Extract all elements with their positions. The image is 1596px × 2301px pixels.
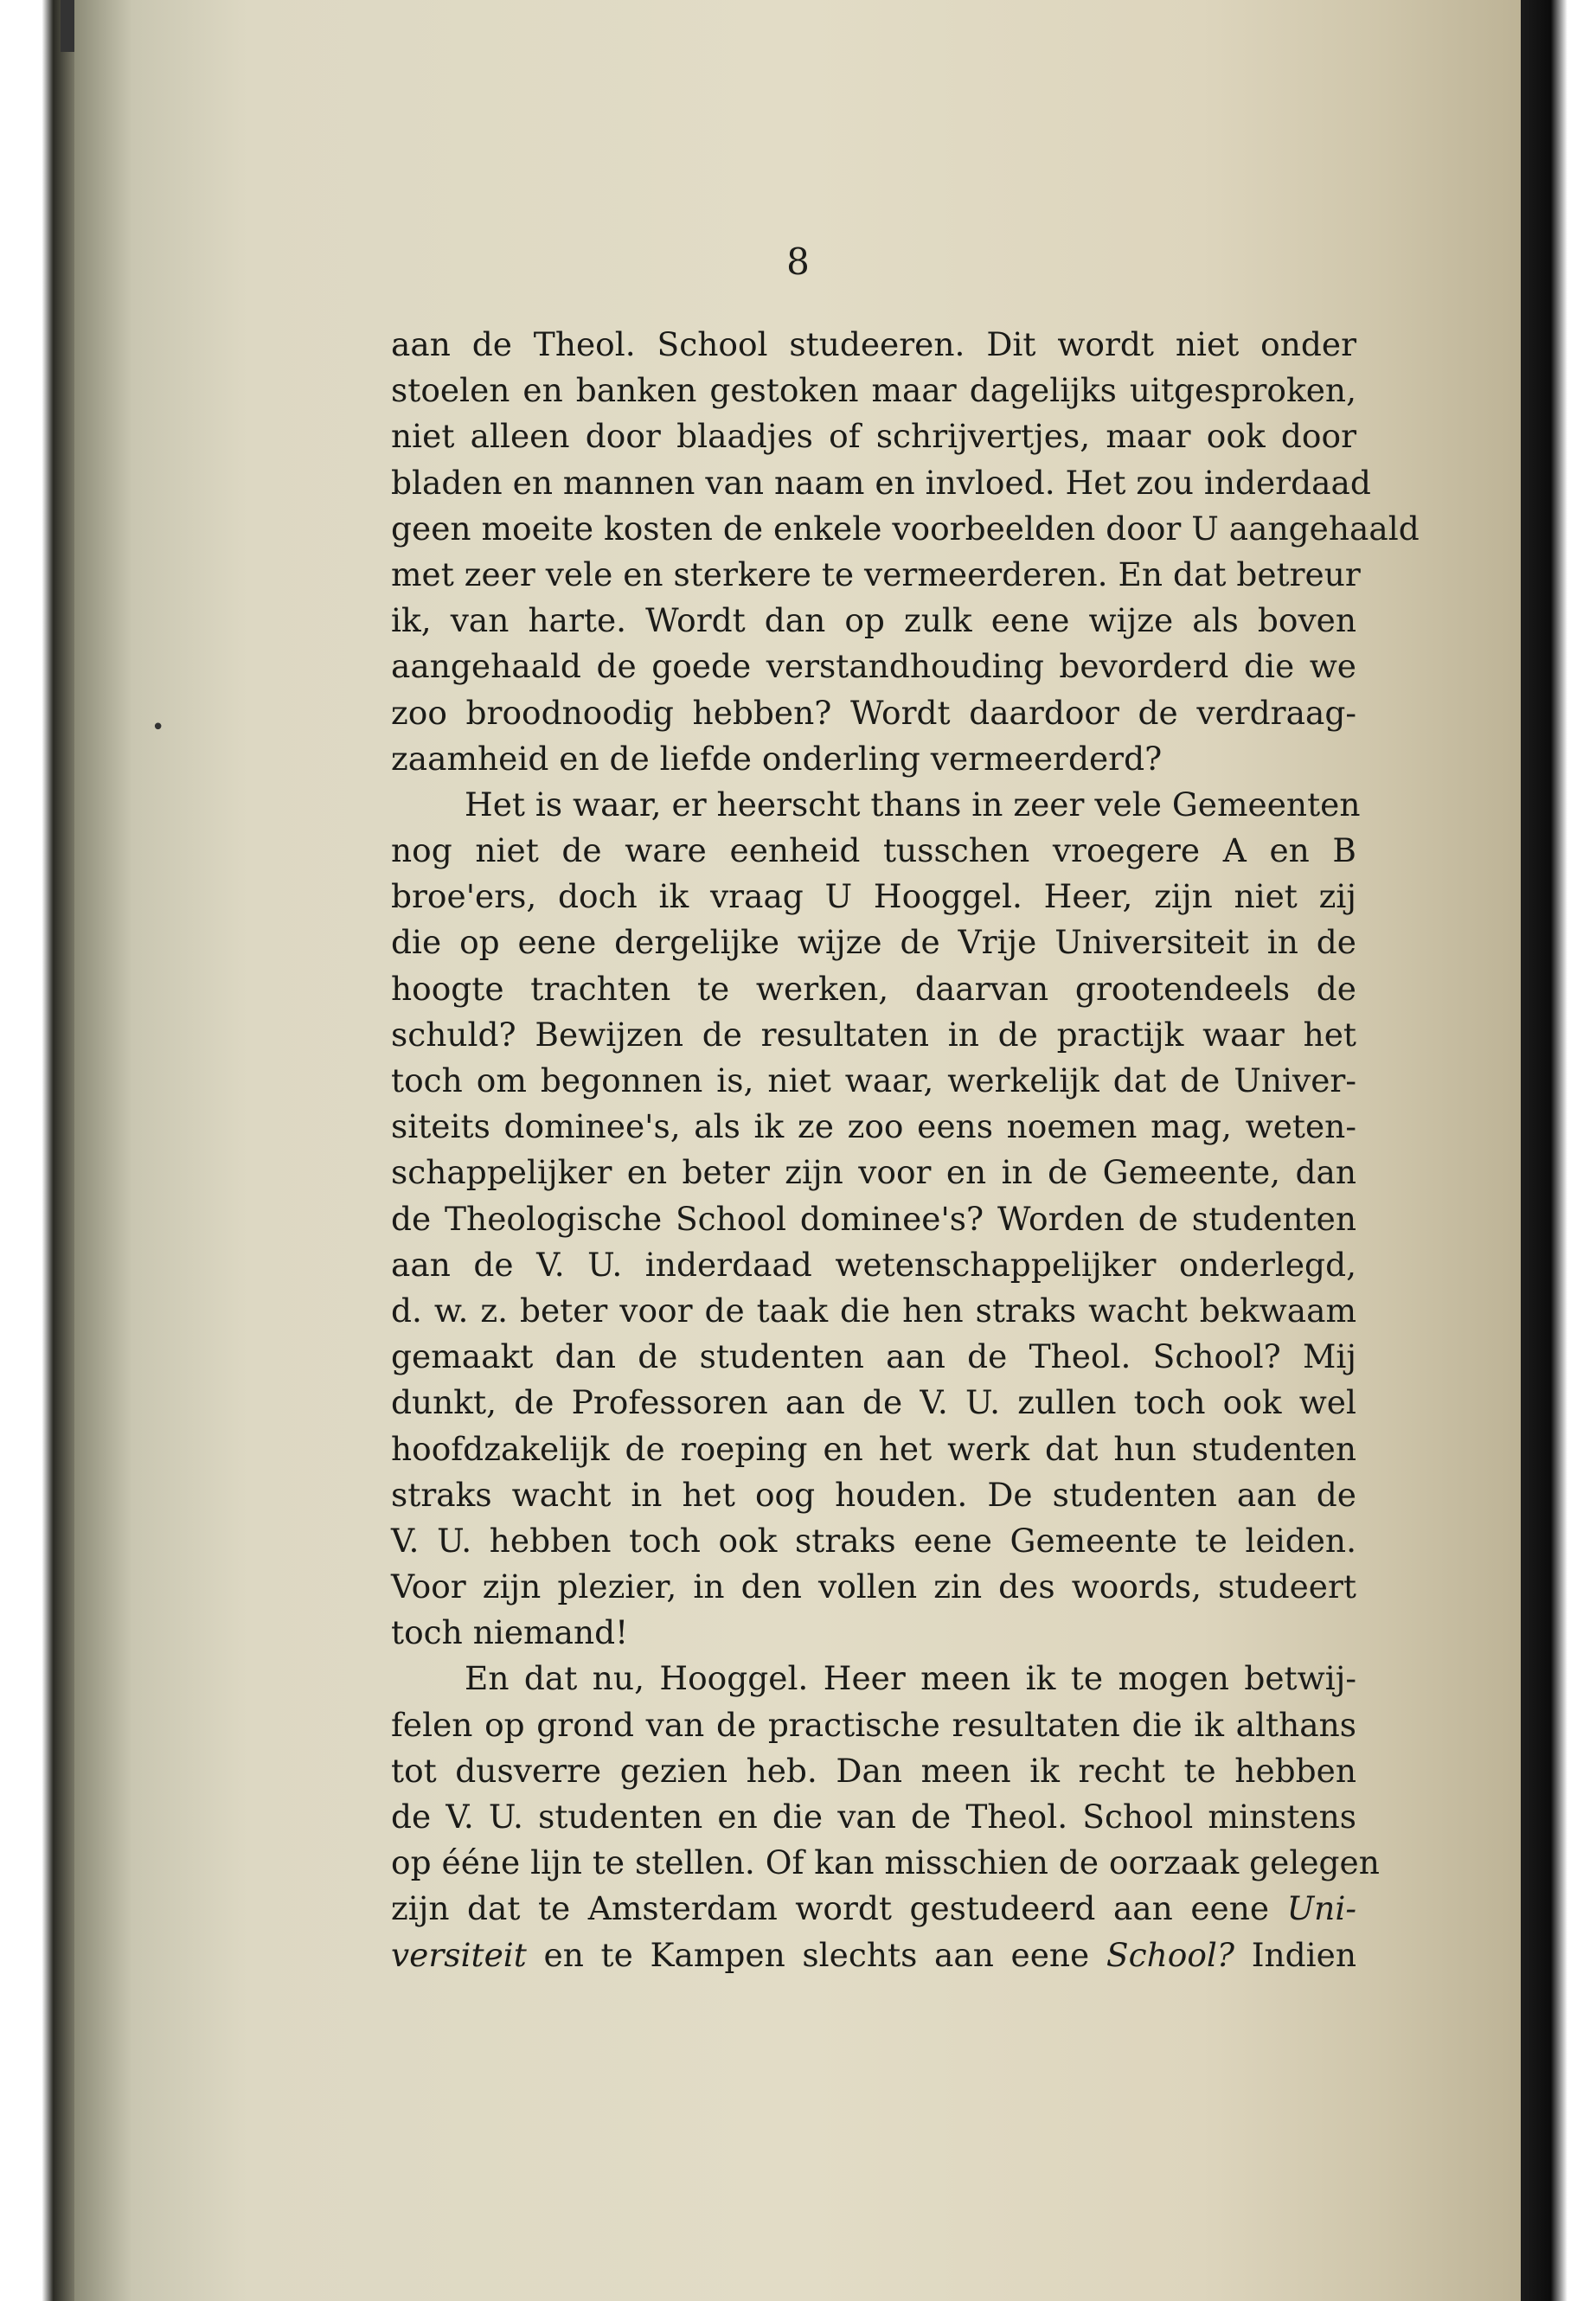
- scan-left-border: [0, 0, 76, 2301]
- text-line: siteits dominee's, als ik ze zoo eens noemen mag, weten-: [391, 1107, 1356, 1146]
- text-line: ik, van harte. Wordt dan op zulk eene wijze als boven: [391, 601, 1356, 640]
- text-line-with-italic: [391, 1886, 1356, 1932]
- body-text: [391, 322, 1420, 1978]
- text-line: broe'ers, doch ik vraag U Hooggel. Heer, zijn niet zij: [391, 877, 1356, 916]
- text-line: felen op grond van de practische resultaten die ik althans: [391, 1705, 1356, 1744]
- text-line: geen moeite kosten de enkele voorbeelden door U aangehaald: [391, 509, 1420, 548]
- text-line: hoogte trachten te werken, daarvan grootendeels de: [391, 969, 1356, 1008]
- text-line: gemaakt dan de studenten aan de Theol. School? Mij: [391, 1337, 1356, 1376]
- text-line: stoelen en banken gestoken maar dagelijks uitgesproken,: [391, 371, 1356, 410]
- text-line: tot dusverre gezien heb. Dan meen ik recht te hebben: [391, 1751, 1356, 1790]
- page-number: 8: [786, 240, 810, 283]
- text-line: Voor zijn plezier, in den vollen zin des woords, studeert: [391, 1567, 1356, 1606]
- text-line-with-italic: [391, 1932, 1356, 1978]
- text-line: zaamheid en de liefde onderling vermeerderd?: [391, 739, 1163, 778]
- text-line: die op eene dergelijke wijze de Vrije Universiteit in de: [391, 923, 1356, 962]
- text-line: niet alleen door blaadjes of schrijvertjes, maar ook door: [391, 417, 1356, 456]
- text-line: aan de Theol. School studeeren. Dit wordt niet onder: [391, 325, 1356, 363]
- text-segment: Indien: [1251, 1935, 1357, 1974]
- italic-word: School?: [1106, 1935, 1235, 1974]
- italic-word: versiteit: [391, 1935, 527, 1974]
- text-line: En dat nu, Hooggel. Heer meen ik te mogen betwij-: [465, 1659, 1356, 1698]
- text-line: zoo broodnoodig hebben? Wordt daardoor de verdraag-: [391, 693, 1356, 732]
- text-line: aan de V. U. inderdaad wetenschappelijker onderlegd,: [391, 1245, 1356, 1284]
- text-line: straks wacht in het oog houden. De studenten aan de: [391, 1475, 1356, 1514]
- text-line: schappelijker en beter zijn voor en in de Gemeente, dan: [391, 1153, 1356, 1192]
- text-line: Het is waar, er heerscht thans in zeer vele Gemeenten: [465, 785, 1361, 824]
- text-line: V. U. hebben toch ook straks eene Gemeente te leiden.: [391, 1521, 1356, 1560]
- text-line: met zeer vele en sterkere te vermeerderen. En dat betreur: [391, 554, 1361, 593]
- text-line: de V. U. studenten en die van de Theol. School minstens: [391, 1798, 1356, 1836]
- scan-right-border: [1521, 0, 1596, 2301]
- text-line: op ééne lijn te stellen. Of kan misschien de oorzaak gelegen: [391, 1843, 1380, 1882]
- text-segment: zijn dat te Amsterdam wordt gestudeerd aan eene: [391, 1889, 1270, 1928]
- text-line: hoofdzakelijk de roeping en het werk dat hun studenten: [391, 1429, 1356, 1468]
- text-line: schuld? Bewijzen de resultaten in de practijk waar het: [391, 1015, 1356, 1054]
- text-line: d. w. z. beter voor de taak die hen straks wacht bekwaam: [391, 1291, 1356, 1330]
- stray-ink-mark: •: [151, 715, 165, 740]
- text-line: toch om begonnen is, niet waar, werkelijk dat de Univer-: [391, 1061, 1356, 1099]
- text-line: de Theologische School dominee's? Worden de studenten: [391, 1199, 1356, 1238]
- text-line: aangehaald de goede verstandhouding bevorderd die we: [391, 647, 1356, 686]
- italic-word: Uni-: [1286, 1889, 1356, 1928]
- text-line: toch niemand!: [391, 1613, 629, 1652]
- text-segment: en te Kampen slechts aan eene: [543, 1935, 1090, 1974]
- text-line: dunkt, de Professoren aan de V. U. zullen toch ook wel: [391, 1383, 1356, 1422]
- text-line: nog niet de ware eenheid tusschen vroegere A en B: [391, 831, 1356, 870]
- text-line: bladen en mannen van naam en invloed. Het zou inderdaad: [391, 463, 1371, 502]
